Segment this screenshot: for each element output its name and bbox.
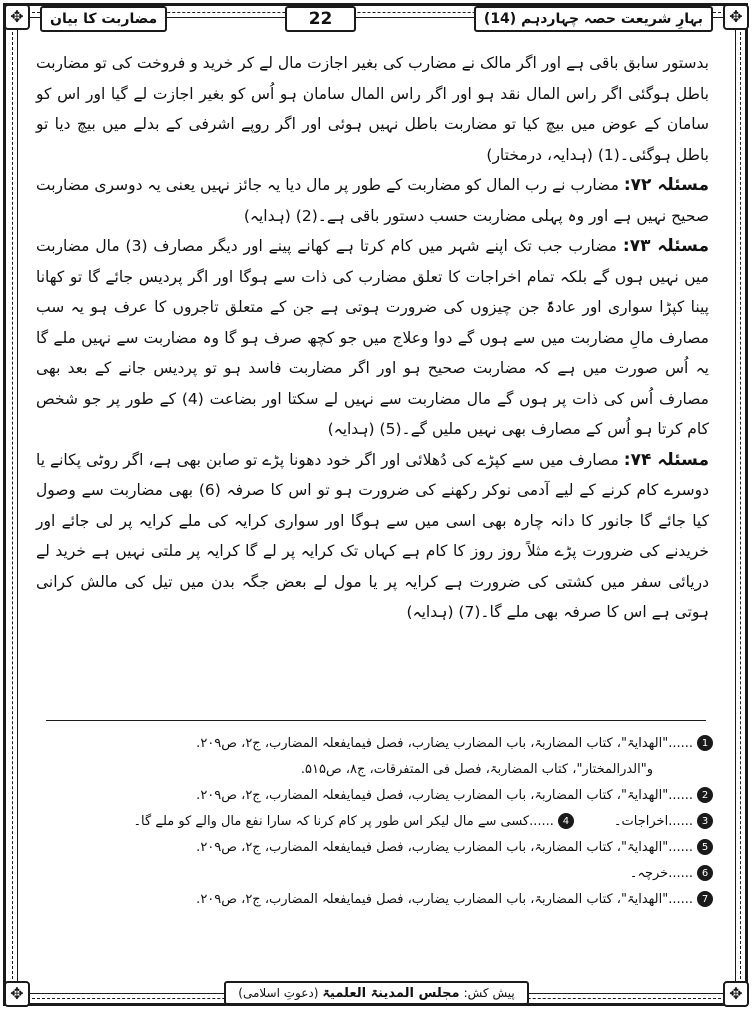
footnote-number: 7 xyxy=(697,891,713,907)
masala-74 xyxy=(36,445,709,628)
footnote-text: ......"الھدایۃ"، کتاب المضاربۃ، باب المضارب یضارب، فصل فیمایفعلہ المضارب، ج۲، ص۲۰۹. xyxy=(196,787,693,803)
masala-text: مضارب نے رب المال کو مضاربت کے طور پر مال دیا یہ جائز نہیں یعنی یہ دوسری مضاربت صحیح نہیں ہے اور وہ پہلی مضاربت حسب دستور باقی ہے۔(2) (ہدایہ) xyxy=(36,176,709,225)
masala-72 xyxy=(36,170,709,231)
footnote-number: 1 xyxy=(697,735,713,751)
main-text xyxy=(36,48,709,628)
publisher-box xyxy=(224,981,528,1005)
footnote-text: ......"الھدایۃ"، کتاب المضاربۃ، باب المضارب یضارب، فصل فیمایفعلہ المضارب، ج۲، ص۲۰۹. xyxy=(196,735,693,751)
footnote-text: ......اخراجات۔ xyxy=(613,813,693,829)
footnote-divider xyxy=(46,720,706,721)
masala-label: مسئلہ ۷۴: xyxy=(623,449,709,470)
book-title: بہارِ شریعت حصہ چہاردہم (14) xyxy=(474,6,713,32)
publisher-name: مجلس المدینۃ العلمیۃ xyxy=(322,985,460,1001)
footnote-item xyxy=(30,730,713,756)
footnote-number: 4 xyxy=(558,813,574,829)
corner-ornament-icon: ✥ xyxy=(4,4,30,30)
footnote-item xyxy=(30,834,713,860)
footnote-item xyxy=(30,860,713,886)
organization-name: (دعوتِ اسلامی) xyxy=(238,986,319,1000)
footnote-text: ......"الھدایۃ"، کتاب المضاربۃ، باب المضارب یضارب، فصل فیمایفعلہ المضارب، ج۲، ص۲۰۹. xyxy=(196,839,693,855)
page-number: 22 xyxy=(285,6,357,32)
masala-text: مصارف میں سے کپڑے کی دُھلائی اور اگر خود دھونا پڑے تو صابن بھی ہے، اگر روٹی پکانے یا دوسرے کام کرنے کے لیے آدمی نوکر رکھنے کی ضرورت ہو تو اس کا صرفہ (6) بھی مضاربت سے وصول کیا جائے گا جانور کا دانہ چارہ بھی اسی میں سے ہوگا اور سواری کرایہ کی ملے کرایہ پر لی جائے اور خریدنے کی ضرورت پڑے مثلاً روز روز کا کام ہے کہاں تک کرایہ پر لے گا کرایہ پر ملتی نہیں ہے خرید لے دریائی سفر میں کشتی کی ضرورت ہے کرایہ پر یا مول لے بعض جگہ بدن میں تیل کی مالش کرانی ہوتی ہے اس کا صرفہ بھی ملے گا۔(7) (ہدایہ) xyxy=(36,450,709,621)
footnotes xyxy=(30,730,713,912)
footnote-item xyxy=(30,808,713,834)
masala-label: مسئلہ ۷۲: xyxy=(623,175,709,195)
footnote-text: و"الدرالمختار"، کتاب المضاربۃ، فصل فی المتفرقات، ج۸، ص۵۱۵. xyxy=(300,761,653,777)
masala-text: مضارب جب تک اپنے شہر میں کام کرتا ہے کھانے پینے اور دیگر مصارف (3) مال مضاربت میں نہیں ہوں گے بلکہ تمام اخراجات کا تعلق مضارب کی ذات سے ہوگا اور اگر پردیس جائے گا تو کھانا پینا کپڑا سواری اور عادۃً جن چیزوں کی ضرورت ہوتی ہے جن کے متعلق تاجروں کا عرف ہو یہ سب مصارف مالِ مضاربت میں سے ہوں گے دوا وعلاج میں جو کچھ صرف ہو گا وہ مضاربت سے نہیں ملے گا یہ اُس صورت میں ہے کہ مضاربت صحیح ہو اور اگر مضاربت فاسد ہو تو پردیس جانے کے بعد بھی مصارف اُس کی ذات پر ہوں گے مال مضاربت سے نہیں لے سکتا اور بضاعت (4) کے طور پر جو شخص کام کرتا ہو اُس کے مصارف بھی نہیں ملیں گے۔(5) (ہدایہ) xyxy=(36,237,709,438)
page-footer xyxy=(0,981,753,1005)
footnote-number: 2 xyxy=(697,787,713,803)
footnote-number: 3 xyxy=(697,813,713,829)
footnote-item xyxy=(30,886,713,912)
masala-73 xyxy=(36,231,709,445)
footnote-item xyxy=(30,782,713,808)
page-header xyxy=(40,6,713,32)
footnote-text: ......خرچہ۔ xyxy=(629,865,693,881)
corner-ornament-icon: ✥ xyxy=(723,981,749,1007)
footnote-text: ......کسی سے مال لیکر اس طور پر کام کرنا کہ سارا نفع مال والے کو ملے گا۔ xyxy=(133,813,554,829)
presented-by-label: پیش کش: xyxy=(463,986,515,1000)
footnote-continuation xyxy=(30,756,713,782)
footnote-text: ......"الھدایۃ"، کتاب المضاربۃ، باب المضارب یضارب، فصل فیمایفعلہ المضارب، ج۲، ص۲۰۹. xyxy=(196,891,693,907)
paragraph-continuation: بدستور سابق باقی ہے اور اگر مالک نے مضارب کی بغیر اجازت مال لے کر خرید و فروخت کی تو مضاربت باطل ہوگئی اگر راس المال نقد ہو اور اگر راس المال سامان ہو اُس کو بغیر اجازت لے گیا اور اس کو سامان کے عوض میں بیچ کیا تو مضاربت باطل نہیں ہوئی اور اگر روپے اشرفی کے بدلے میں بیچ دیا تو باطل ہوگئی۔(1) (ہدایہ، درمختار) xyxy=(36,54,709,164)
corner-ornament-icon: ✥ xyxy=(723,4,749,30)
masala-label: مسئلہ ۷۳: xyxy=(622,236,709,256)
footnote-number: 5 xyxy=(697,839,713,855)
section-title: مضاربت کا بیان xyxy=(40,6,167,32)
footnote-number: 6 xyxy=(697,865,713,881)
corner-ornament-icon: ✥ xyxy=(4,981,30,1007)
